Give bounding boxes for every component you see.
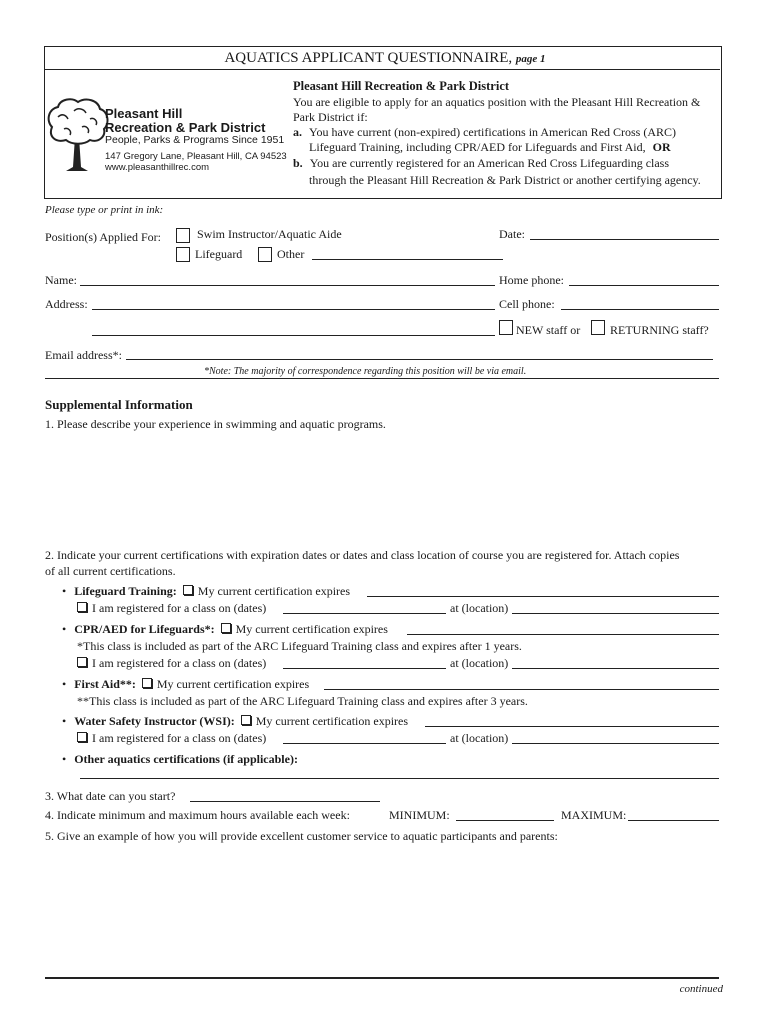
supplemental-heading: Supplemental Information	[45, 397, 193, 412]
logo-address: 147 Gregory Lane, Pleasant Hill, CA 94523	[105, 151, 287, 162]
swim-instructor-checkbox[interactable]	[176, 228, 190, 243]
bullet: •	[62, 714, 67, 728]
question-2-line2: of all current certifications.	[45, 564, 176, 578]
logo-website: www.pleasanthillrec.com	[105, 162, 210, 173]
item-b-line2: through the Pleasant Hill Recreation & Park District or another certifying agency.	[309, 173, 701, 187]
address-label: Address:	[45, 297, 88, 311]
wsi-dates-field[interactable]	[283, 743, 446, 744]
logo	[44, 97, 287, 173]
cell-phone-field[interactable]	[561, 309, 719, 310]
lifeguard-checkbox[interactable]	[176, 247, 190, 262]
cpr-location-field[interactable]	[512, 668, 719, 669]
other-label: Other	[277, 247, 305, 261]
name-label: Name:	[45, 273, 77, 287]
lifeguard-registered-text: I am registered for a class on (dates)	[92, 601, 267, 615]
item-a	[293, 125, 676, 140]
title-text: AQUATICS APPLICANT QUESTIONNAIRE,	[224, 50, 513, 66]
first-aid-row	[62, 677, 309, 692]
new-staff-label: NEW staff or	[516, 323, 581, 337]
item-a-label: a.	[293, 125, 302, 139]
other-checkbox[interactable]	[258, 247, 272, 262]
question-2-line1: 2. Indicate your current certifications with expiration dates or dates and class location of course you are registered for. Attach copies	[45, 548, 680, 562]
other-certs-field[interactable]	[80, 778, 719, 779]
wsi-label: Water Safety Instructor (WSI):	[74, 714, 235, 728]
start-date-field[interactable]	[190, 801, 380, 802]
cpr-label: CPR/AED for Lifeguards*:	[74, 622, 215, 636]
lifeguard-expires-text: My current certification expires	[197, 584, 351, 598]
minimum-label: MINIMUM:	[389, 808, 450, 822]
lifeguard-expires-checkbox[interactable]	[183, 585, 193, 595]
email-note-divider	[45, 378, 719, 379]
cpr-registered-checkbox[interactable]	[77, 657, 87, 667]
tree-logo-icon	[44, 97, 110, 173]
question-5: 5. Give an example of how you will provide excellent customer service to aquatic participants and parents:	[45, 829, 558, 843]
eligibility-line2: Park District if:	[293, 110, 368, 124]
returning-staff-label: RETURNING staff?	[610, 323, 709, 337]
cpr-dates-field[interactable]	[283, 668, 446, 669]
first-aid-expires-text: My current certification expires	[156, 677, 310, 691]
name-field[interactable]	[80, 285, 495, 286]
cpr-registered-row	[77, 656, 266, 671]
lifeguard-training-row	[62, 584, 350, 599]
cpr-expires-checkbox[interactable]	[221, 623, 231, 633]
wsi-row	[62, 714, 408, 729]
wsi-location-field[interactable]	[512, 743, 719, 744]
eligibility-line1: You are eligible to apply for an aquatics position with the Pleasant Hill Recreation &	[293, 95, 701, 109]
item-b	[293, 156, 669, 171]
wsi-expires-text: My current certification expires	[255, 714, 409, 728]
bullet: •	[62, 752, 67, 766]
wsi-registered-checkbox[interactable]	[77, 732, 87, 742]
lifeguard-label: Lifeguard	[195, 247, 243, 261]
footer-rule	[45, 977, 719, 979]
logo-tagline: People, Parks & Programs Since 1951	[105, 134, 285, 146]
wsi-registered-text: I am registered for a class on (dates)	[92, 731, 267, 745]
email-note: *Note: The majority of correspondence regarding this position will be via email.	[204, 366, 527, 377]
question-5-answer-area[interactable]	[45, 848, 719, 968]
home-phone-field[interactable]	[569, 285, 719, 286]
cpr-registered-text: I am registered for a class on (dates)	[92, 656, 267, 670]
page-label: page 1	[515, 53, 546, 65]
item-a-line2: Lifeguard Training, including CPR/AED for Lifeguards and First Aid,	[309, 140, 646, 154]
wsi-registered-row	[77, 731, 266, 746]
other-certs-label: Other aquatics certifications (if applicable):	[74, 752, 298, 766]
first-aid-expires-field[interactable]	[324, 689, 719, 690]
item-b-label: b.	[293, 156, 303, 170]
lifeguard-expires-field[interactable]	[367, 596, 719, 597]
lifeguard-dates-field[interactable]	[283, 613, 446, 614]
first-aid-note: **This class is included as part of the ARC Lifeguard Training class and expires after 3 years.	[77, 694, 528, 708]
address-field[interactable]	[92, 309, 495, 310]
continued-label: continued	[679, 983, 723, 995]
other-field[interactable]	[312, 259, 503, 260]
maximum-field[interactable]	[628, 820, 719, 821]
swim-instructor-label: Swim Instructor/Aquatic Aide	[197, 227, 342, 241]
returning-staff-checkbox[interactable]	[591, 320, 605, 335]
org-name: Pleasant Hill Recreation & Park District	[293, 79, 510, 93]
item-a-line1: You have current (non-expired) certifications in American Red Cross (ARC)	[309, 125, 677, 139]
lifeguard-location-label: at (location)	[450, 601, 509, 615]
date-label: Date:	[499, 227, 525, 241]
bullet: •	[62, 622, 67, 636]
instruction: Please type or print in ink:	[45, 204, 164, 216]
lifeguard-training-label: Lifeguard Training:	[74, 584, 177, 598]
minimum-field[interactable]	[456, 820, 554, 821]
other-certs-row	[62, 752, 298, 767]
wsi-expires-checkbox[interactable]	[241, 715, 251, 725]
cpr-note: *This class is included as part of the ARC Lifeguard Training class and expires after 1 years.	[77, 639, 522, 653]
item-a-line2-wrap	[309, 140, 671, 155]
cpr-expires-field[interactable]	[407, 634, 719, 635]
cell-phone-label: Cell phone:	[499, 297, 555, 311]
lifeguard-location-field[interactable]	[512, 613, 719, 614]
lifeguard-registered-row	[77, 601, 266, 616]
cpr-row	[62, 622, 388, 637]
new-staff-checkbox[interactable]	[499, 320, 513, 335]
question-3: 3. What date can you start?	[45, 789, 176, 803]
item-a-or: OR	[652, 140, 671, 154]
positions-label: Position(s) Applied For:	[45, 230, 162, 244]
cpr-expires-text: My current certification expires	[235, 622, 388, 636]
question-4: 4. Indicate minimum and maximum hours available each week:	[45, 808, 350, 822]
item-b-line1: You are currently registered for an American Red Cross Lifeguarding class	[309, 156, 670, 170]
date-field[interactable]	[530, 239, 719, 240]
lifeguard-registered-checkbox[interactable]	[77, 602, 87, 612]
logo-line2: Recreation & Park District	[105, 120, 266, 135]
logo-line1: Pleasant Hill	[105, 106, 183, 121]
address-line2-field[interactable]	[92, 335, 495, 336]
email-field[interactable]	[126, 359, 713, 360]
first-aid-expires-checkbox[interactable]	[142, 678, 152, 688]
first-aid-label: First Aid**:	[74, 677, 136, 691]
wsi-location-label: at (location)	[450, 731, 509, 745]
question-1: 1. Please describe your experience in swimming and aquatic programs.	[45, 417, 386, 431]
page-title	[0, 50, 770, 67]
bullet: •	[62, 677, 67, 691]
question-1-answer-area[interactable]	[45, 435, 719, 540]
wsi-expires-field[interactable]	[425, 726, 719, 727]
home-phone-label: Home phone:	[499, 273, 564, 287]
email-label: Email address*:	[45, 348, 122, 362]
maximum-label: MAXIMUM:	[561, 808, 627, 822]
bullet: •	[62, 584, 67, 598]
cpr-location-label: at (location)	[450, 656, 509, 670]
